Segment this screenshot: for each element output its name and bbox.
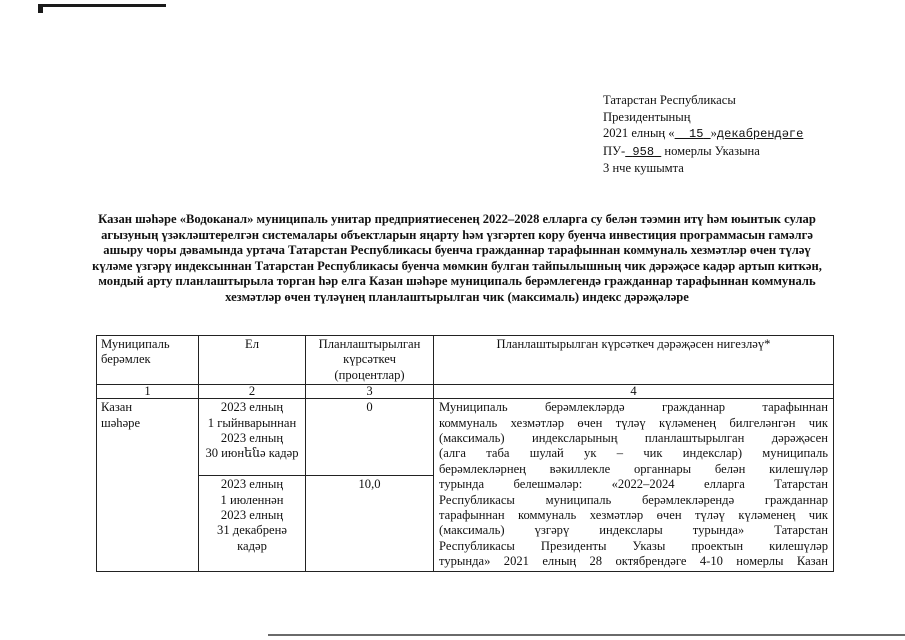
column-number: 3 <box>306 385 434 399</box>
date-month: декабрендәге <box>716 127 804 142</box>
header-year: Ел <box>199 336 306 385</box>
column-number: 2 <box>199 385 306 399</box>
decree-prefix: ПУ- <box>603 143 626 158</box>
period-line: 1 июленнән <box>220 492 284 507</box>
justification-line: Республикасы муниципаль берәмлекләрендә гражданнар <box>439 492 828 507</box>
header-municipality: Муниципаль берәмлек <box>97 336 199 385</box>
period-line: 2023 елның <box>220 400 284 415</box>
justification-line: коммуналь хезмәтләр өчен түләү күләменең билгеләнгән чик <box>439 415 828 430</box>
period-cell <box>199 476 306 571</box>
date-prefix: 2021 елның « <box>603 126 675 141</box>
justification-line: турында белешмәләр: «2022–2024 елларга Татарстан <box>439 477 828 492</box>
decree-number-value: 958 <box>632 144 655 159</box>
justification-cell <box>434 399 834 571</box>
date-day <box>675 127 711 141</box>
appendix-line-decree <box>603 143 803 161</box>
period-line: 1 гыйнварыннан <box>207 415 297 430</box>
planned-value-cell: 0 <box>306 399 434 476</box>
date-day-value: 15 <box>689 127 704 142</box>
scan-corner-mark <box>38 4 43 13</box>
decree-number <box>625 145 661 159</box>
column-number: 1 <box>97 385 199 399</box>
justification-line: берәмлекләрнең вәкиллекле органнары белән килешүләр <box>439 461 828 476</box>
municipality-line: Казан <box>101 400 133 415</box>
justification-line: Муниципаль берәмлекләрдә гражданнар тарафыннан <box>439 400 828 415</box>
justification-line: (максималь) үзгәрү индекслары турында» Татарстан <box>439 523 828 538</box>
document-title: Казан шәһәре «Водоканал» муниципаль унитар предприятиесенең 2022–2028 елларга су белән тәэмин итү һәм юынтык сулар агызуның үзәкләштерелгән системалары объектларын яңарту һәм үзгәртеп кору буенча инвестиция программасын гамәлгә ашыру чоры дәвамында уртача Татарстан Республикасы буенча гражданнар тарафыннан коммуналь хезмәтләр өчен түләү күләме үзгәрү индексыннан Татарстан Республикасы буенча мөмкин булган тайпылышның чик дәрәҗәсе кадәр артып киткән, мондый арту планлаштырыла торган һәр елга Казан шәһәре муниципаль берәмлегендә гражданнар тарафыннан коммуналь хезмәтләр өчен түләүнең планлаштырылган чик (максималь) индекс дәрәҗәләре <box>92 212 822 304</box>
index-table <box>96 335 834 572</box>
appendix-line-number: 3 нче кушымта <box>603 161 684 176</box>
justification-line: тарафыннан коммуналь хезмәтләр өчен түләү күләменең чик <box>439 508 828 523</box>
table-number-row <box>97 385 834 399</box>
header-justification: Планлаштырылган күрсәткеч дәрәҗәсен нигезләү* <box>434 336 834 385</box>
justification-line: (алга таба шулай ук – чик индекслар) муниципаль <box>439 446 828 461</box>
municipality-line: шәһәре <box>101 415 141 430</box>
period-line: 2023 елның <box>220 508 284 523</box>
period-line: 31 декабренә <box>217 523 287 538</box>
appendix-reference <box>603 92 803 177</box>
period-line: 2023 елның <box>220 431 284 446</box>
column-number: 4 <box>434 385 834 399</box>
justification-line: Республикасы Президенты Указы проектын килешүләр <box>439 538 828 553</box>
scan-border-top <box>38 4 166 7</box>
period-line: 2023 елның <box>220 477 284 492</box>
date-quote: » <box>710 126 717 141</box>
justification-line: (максималь) индексларының планлаштырылган дәрәҗәсен <box>439 431 828 446</box>
table-header-row <box>97 336 834 385</box>
period-cell <box>199 399 306 476</box>
municipality-cell <box>97 399 199 571</box>
planned-value-cell: 10,0 <box>306 476 434 571</box>
header-planned-value: Планлаштырылган күрсәткеч (процентлар) <box>306 336 434 385</box>
table-row <box>97 399 834 476</box>
appendix-line-date <box>603 125 803 143</box>
decree-suffix: номерлы Указына <box>664 143 760 158</box>
scan-border-bottom <box>268 634 905 636</box>
justification-line: турында» 2021 елның 28 октябрендәге 4-10 номерлы Казан <box>439 554 828 569</box>
period-line: 30 июнենә кадәр <box>205 446 299 461</box>
period-line: кадәр <box>237 538 267 553</box>
appendix-line-president: Президентының <box>603 109 691 124</box>
appendix-line-republic: Татарстан Республикасы <box>603 93 736 107</box>
